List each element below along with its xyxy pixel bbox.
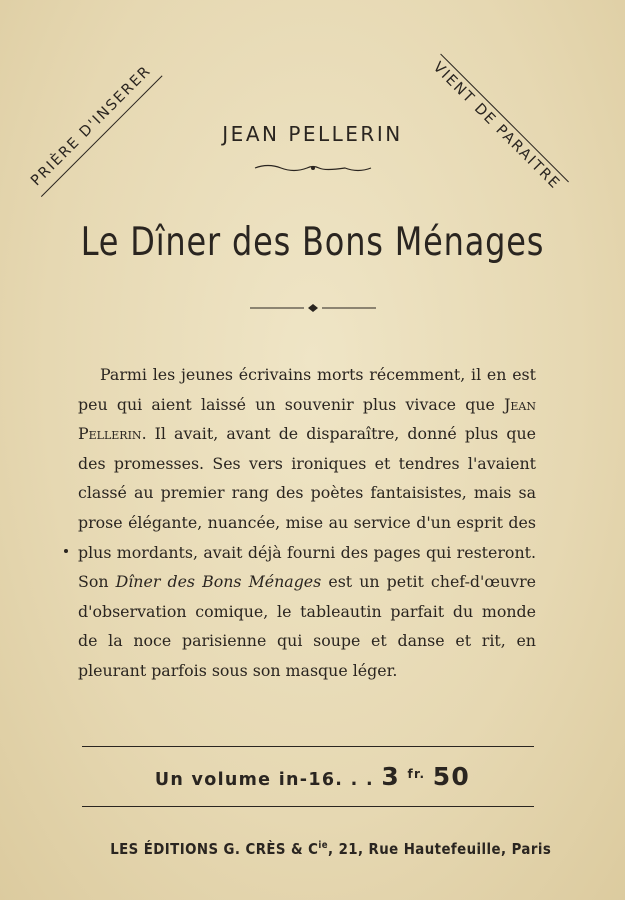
- price-unit: fr.: [407, 767, 426, 781]
- author-name: JEAN PELLERIN: [222, 122, 403, 146]
- blurb-author: Jean Pellerin: [78, 394, 536, 444]
- blurb-text: [78, 360, 536, 686]
- corner-right-text: VIENT DE PARAITRE: [429, 59, 564, 193]
- rule-top: [82, 746, 534, 747]
- publisher-sup: ie: [318, 840, 329, 851]
- flourish-icon: [253, 161, 373, 175]
- blurb-paragraph: [78, 360, 536, 686]
- price-amount: 3: [381, 762, 401, 791]
- price-line: [0, 762, 625, 791]
- blurb-part-2: . Il avait, avant de disparaître, donné plus que des promesses. Ses vers ironiques et tendres l'avaient classé au premier rang des poètes fantaisistes, mais sa prose élégante, nuancée, mise au service d'un esprit des plus mordants, avait déjà fourni des pages qui resteront. Son: [78, 424, 536, 592]
- blurb-part-3: est un petit chef-d'œuvre d'observation comique, le tableautin parfait du monde de la noce parisienne qui soupe et danse et rit, en pleurant parfois sous son masque léger.: [78, 572, 536, 680]
- blurb-part-1: Parmi les jeunes écrivains morts récemment, il en est peu qui aient laissé un souvenir plus vivace que: [78, 365, 536, 414]
- blurb-book-title: Dîner des Bons Ménages: [115, 572, 322, 592]
- ornament-top: [0, 160, 625, 179]
- book-title: Le Dîner des Bons Ménages: [80, 220, 545, 265]
- divider-icon: [248, 301, 378, 315]
- ink-speck: [64, 549, 68, 553]
- corner-left-text: PRIÈRE D'INSERER: [28, 62, 155, 190]
- publisher-address: , 21, Rue Hautefeuille, Paris: [328, 840, 552, 859]
- rule-bottom: [82, 806, 534, 807]
- publisher-name: LES ÉDITIONS G. CRÈS & C: [110, 840, 319, 859]
- ornament-middle: [0, 300, 625, 319]
- price-label: Un volume in-16. . .: [154, 770, 374, 790]
- price-cents: 50: [432, 762, 471, 791]
- publisher-line: [110, 840, 552, 859]
